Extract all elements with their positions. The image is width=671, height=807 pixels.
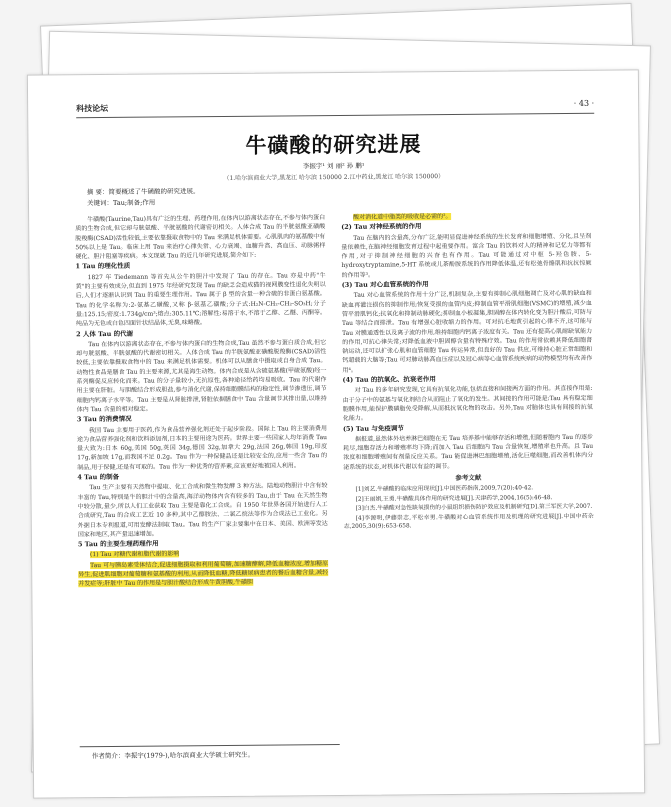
journal-name: 科技论坛	[76, 102, 109, 114]
body-paragraph: 对 Tau 的多年研究发现,它具有抗氧化功能,包括直接和间接两方面的作用。其直接作用是:由于分子中的氨基与氧化剂结合从而阻止了氧化的发生。其间接的作用可能是:Tau 具有稳定细胞膜作用,能保护膜磷脂免受降解,从而抵抗氧化物的攻击。另外,Tau 对脑体也具有间接的抗氧化能力。	[342, 385, 593, 423]
reference-item: [2]王丽娟,王勇.牛磺酸具体作用的研究进展[J].天津药学,2004,16(5):46-48.	[355, 494, 553, 503]
highlight-mark: 酸对消化道中脂类的吸收是必需的²。	[353, 212, 452, 221]
body-paragraph: Tau 生产主要有天然物中提取、化工合成和微生物发酵 3 种方法。陆地动物胆汁中含有较丰富的 Tau,特别是牛的胆汁中的含量高,海洋动物体内含有较多的 Tau,由于 Tau 在天然生物中较分散,量少,所以人们工业获取 Tau 主要是靠化工合成。自 1950 年世界各国开始进行人工合成研究,Tau 的合成工艺近 10 多种,其中乙醇胺法、二氯乙烷法等作为合成法已工业化。另外据日本专利报道,可用发酵法制取 Tau。Tau 的生产厂家主要集中在日本、美国、欧洲等发达国家和地区,其产量迅速增加。	[77, 482, 328, 539]
right-column	[341, 211, 594, 533]
body-paragraph: 牛磺酸(Taurine,Tau)具有广泛的生理、药理作用,在体内以游离状态存在,不参与体内蛋白质的生物合成,但它却与胱氨酸、半胱氨酸的代谢密切相关。人体合成 Tau 的半胱氨酸亚磺酸脱羧酶(CSAD)活性较低,主要依靠摄取食物中的 Tau 来满足机体需要。心肌肌肉的氨基酸中有 50%以上是 Tau。临床上用 Tau 来治疗心律失常、心力衰竭、血糖升高、高血压、动脉粥样硬化、胆汁阻塞等疾病。本文现就 Tau 的近几年研究进展,简介如下:	[75, 214, 326, 261]
author-affiliation: （1.哈尔滨商业大学,黑龙江 哈尔滨 150000 2.江中药业,黑龙江 哈尔滨 150000）	[223, 173, 445, 182]
document-page	[27, 69, 645, 798]
section-heading: (5) Tau 与免疫调节	[342, 423, 404, 433]
section-heading: (4) Tau 的抗氧化、抗衰老作用	[342, 375, 436, 384]
highlight-mark: (1) Tau 对糖代谢和脂代谢的影响	[90, 550, 180, 559]
section-heading: 4 Tau 的制备	[77, 472, 120, 482]
section-heading: 2 人体 Tau 的代谢	[76, 329, 134, 338]
running-header	[76, 99, 594, 119]
left-column	[75, 213, 328, 590]
highlighted-paragraph	[78, 559, 328, 589]
body-paragraph: 据报道,虽然体外培养淋巴细胞在无 Tau 培养基中能够存活和增殖,但随着胞内 Tau 的逐步耗尽,细胞存活力和增殖率均下降;而加入 Tau 后细胞内 Tau 含量恢复,增殖率也升高。且 Tau 浓度和细胞增殖间有剂量反应关系。Tau 能促进淋巴细胞增殖,活化巨噬细胞,而改善机体内分泌系统的状态,对机体代谢以有益的调节。	[343, 433, 594, 471]
reference-item: [3]白杰.牛磺酸对急性缺氧损伤的小鼠组织损伤防护效应及机制研究[D].第三军医大学,2007.	[355, 504, 593, 513]
body-paragraph: 1827 年 Tiedemann 等首先从公牛的胆汁中发现了 Tau 的存在。Tau 亦是中药"牛黄"的主要有效成分,但直到 1975 年经研究发现 Tau 的缺乏会造成猫的视网膜变性退化失明以后,人们才逐渐认识到 Tau 的重要生理作用。Tau 属于 β 型的含量一种含硫的非蛋白氨基酸。Tau 的化学名称为:2-氨基乙磺酸,又称 β-氨基乙磺酸;分子式:H₂N-CH₂-CH₂-SO₃H;分子量:125.15;密度:1.734g/cm³;熔点:305.11℃;溶解性:易溶于水,不溶于乙醇、乙醚、丙酮等。纯品为无色或白色四面针状结晶体,无臭,味略酸。	[75, 271, 326, 328]
reference-item: [1]刘艺.牛磺酸的临床应用现状[J].中国医药指南,2009,7(20):40-42.	[355, 485, 534, 494]
body-paragraph: Tau 在体内以游离状态存在,不参与体内蛋白的生物合成,Tau 虽然不参与蛋白质合成,但它却与胱氨酸、半胱氨酸的代谢密切相关。人体合成 Tau 的半胱氨酸亚磺酸脱羧酶(CSAD)活性较低,主要依靠摄取食物中的 Tau 来满足机体需要。机体可以从膳食中摄取或自身合成 Tau。动物性食品是膳食 Tau 的主要来源,尤其是海生动物。体内合成是从含硫氨基酸(甲硫氨酸)经一系列酶促反应转化而来。Tau 的分子量较小,无抗原性,各种途径给药均易吸收。Tau 的代谢作用主要在肝脏。与胆酸结合形成胆盐,参与消化代谢,保持细胞膜结构的稳定性,调节渗透压,调节细胞内钙离子水平等。Tau 主要是从肾脏排泄,肾脏依据膳食中 Tau 含量调节其排出量,以维持体内 Tau 含量的相对稳定。	[76, 338, 327, 414]
keywords: 关键词：Tau;制备;作用	[86, 198, 156, 208]
author-bio-footnote: 作者简介：李振宇(1979-),哈尔滨商业大学硕士研究生。	[91, 750, 255, 761]
references-heading: 参考文献	[455, 473, 482, 482]
section-heading: 5 Tau 的主要生理药理作用	[77, 539, 159, 549]
article-title: 牛磺酸的研究进展	[245, 131, 422, 158]
body-paragraph: Tau 在脑内的含量高,分布广泛,能明显促进神经系统的生长发育和细胞增殖、分化,且呈剂量依赖性,在脑神经细胞发育过程中起重要作用。富含 Tau 的饮料对人的精神和记忆力等都有作用,对于抑制神经细胞的兴奋也有作用。Tau 可能通过对中枢 5-羟色胺、5-hydroxytryptamine,5-HT 系统或儿茶酚胺系统的作用降低体温,还有松弛骨骼肌和抗抗惊厥的作用等³。	[341, 232, 592, 279]
reference-item: [4]李源明,伊藤崇志,平松幸男.牛磺酸对心血管系统作用及机理的研究进展[J].中国中药杂志,2005,30(9):653-658.	[343, 513, 594, 531]
reference-list	[343, 484, 593, 532]
section-heading: (3) Tau 对心血管系统的作用	[341, 280, 429, 290]
section-heading: 3 Tau 的消费情况	[76, 415, 132, 424]
right-column-body	[341, 211, 593, 472]
highlight-mark: Tau 可与胰岛素受体结合,促进细胞摄取和利用葡萄糖,加速糖酵解,降低血糖浓度,增加糖原异生,促进肌细胞对葡萄糖和氨基酸的利用,从而降低血糖,降低糖尿病患者的餐后血糖含量,减轻并发症等;肝脏中 Tau 的作用是与胆汁酸结合形成牛黄胆酸,牛磺胆	[78, 559, 329, 588]
body-paragraph: 我国 Tau 主要用于医药,作为食品营养强化剂还处于起步阶段。国际上 Tau 的主要消费用途为食品营养强化剂和饮料添加剂,日本的主要用途为医药。世界主要一些国家人均年消费 Tau 量大致为:日本 60g,美国 50g,英国 34g,德国 32g,加拿大 29g,法国 26g,韩国 19g,印度 17g,新加坡 17g,而我国不足 0.2g。Tau 作为一种保健品还是比较安全的,应用一些含 Tau 的制品,用于保健,还是有可取的。Tau 作为一种优秀的营养素,应该更好地被国人利用。	[77, 424, 328, 471]
abstract: 摘 要：简要概述了牛磺酸的研究进展。	[86, 187, 200, 197]
page-number: · 43 ·	[573, 98, 595, 108]
author-list: 李振宇¹ 刘 丽² 孙 鹏¹	[302, 161, 365, 171]
footer-rule	[80, 744, 340, 747]
body-paragraph: Tau 对心血管系统的作用十分广泛,机制复杂,主要有抑制心肌细胞凋亡及对心肌的缺血和缺血再灌注损伤的抑制作用;恢复受损的血管内皮;抑制血管平滑肌细胞(VSMC)的增殖,减少血管平滑肌钙化;抗氧化和抑制动脉硬化;抑制血小板凝集,胆固醇在体内转化变为胆汁酸后,可防与 Tau 等结合而排泄。Tau 有增强心脏收缩力的作用。可对抗毛地黄引起的心律不齐,这可能与 Tau 对膜通透性以及离子流的作用,维持细胞内钙离子浓度有关。Tau 还有提高心肌耐缺氧能力的作用,可抗心律失常;对降低血液中胆固醇含量有特殊疗效。Tau 的作用常依赖其降低细胞肾钠运动,还可以扩张心肌和血管细胞 Tau 转运异常,但良好的 Tau 供应,可维持心脏正常细胞和钙超载的大脑等;Tau 可对肺动脉高血压症以及冠心病等心血管系统疾病的动物模型均有改善作用⁴。	[341, 290, 593, 374]
section-heading: (2) Tau 对神经系统的作用	[341, 222, 422, 232]
section-heading: 1 Tau 的理化性质	[75, 262, 131, 271]
